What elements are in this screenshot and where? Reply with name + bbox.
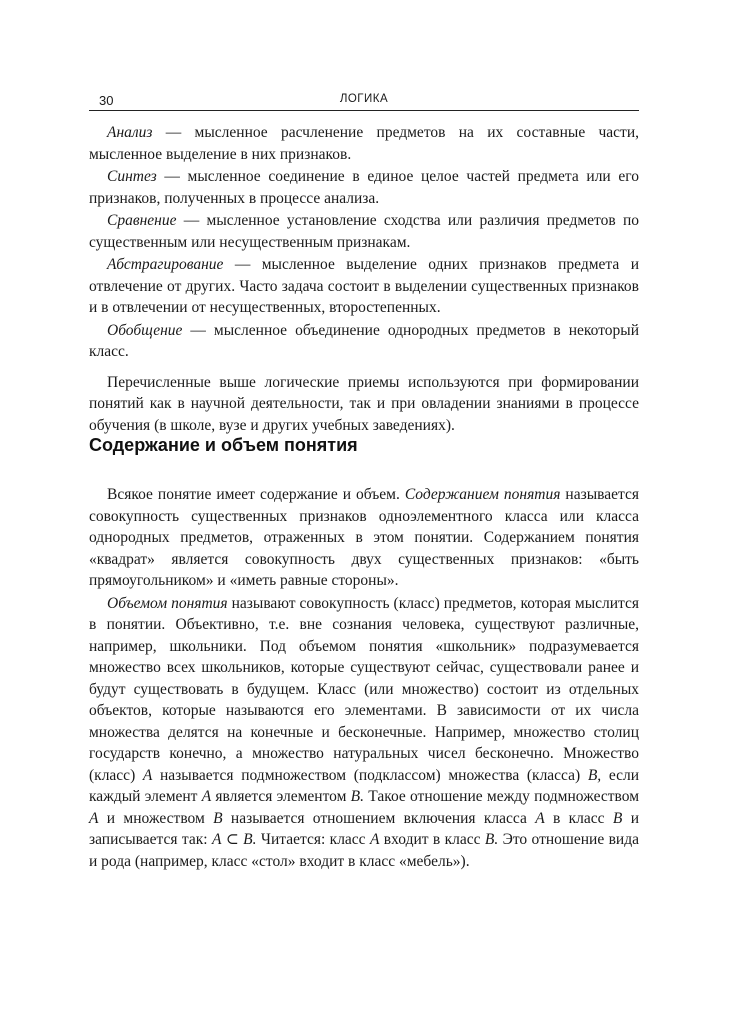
term: Обобщение [107,321,183,339]
text: входит в класс [379,831,485,848]
definition-text: — мысленное установление сходства или различия предметов по существенным или несущественным признакам. [89,212,639,251]
text: называется отношением включения класса [222,809,536,827]
scope-paragraph [89,593,639,873]
term: Сравнение [107,212,177,229]
text: называется подмножеством (подклассом) множества (класса) [152,766,588,784]
var: А [535,809,545,827]
text: называют совокупность (класс) предметов, которая мыслится в понятии. Объективно, т.е. вне сознания человека, существуют различные, например, школьники. Под объемом понятия «школьник» подразумевается множество всех школьников, которые существуют сейчас, существовали ранее и будут существовать в будущем. Класс (или множество) состоит из отдельных объектов, которые называются его элементами. В зависимости от их числа множества делятся на конечные и бесконечные. Например, множество столиц государств конечно, а множество натуральных чисел бесконечно. Множество (класс) [89,594,639,784]
definitions-block [89,122,639,436]
var: В. [350,788,364,805]
term: Содержанием понятия [404,486,561,503]
page-number: 30 [99,93,114,108]
definition-analysis [89,122,639,165]
text: Такое отношение между подмножеством [364,788,640,805]
definition-abstraction [89,254,639,319]
term: Анализ [107,124,153,141]
var: В, [587,766,602,784]
text: Это отношение вида и рода (например, класс «стол» входит в класс «мебель»). [89,831,639,870]
definition-generalization [89,320,639,363]
definition-text: — мысленное выделение одних признаков предмета и отвлечение от других. Часто задача состоит в выделении существенных признаков и в отвлечении от несущественных, второстепенных. [89,256,639,316]
definition-text: — мысленное расчленение предметов на их составные части, мысленное выделение в них признаков. [89,124,639,163]
text: Всякое понятие имеет содержание и объем. [107,486,405,503]
definition-comparison [89,210,639,253]
text: является элементом [211,788,351,805]
var: В [213,809,223,827]
summary-paragraph: Перечисленные выше логические приемы используются при формировании понятий как в научной деятельности, так и при овладении знаниями в процессе обучения (в школе, вузе и других учебных заведениях). [89,373,639,434]
text: называется совокупность существенных признаков одноэлементного класса или класса однородных предметов, отраженных в этом понятии. Содержанием понятия «квадрат» является совокупность двух существенных признаков: «быть прямоугольником» и «иметь равные стороны». [89,486,639,589]
text: и множеством [98,809,214,827]
term: Синтез [107,168,157,185]
text: и записывается так: [89,809,639,848]
page-header [89,92,639,112]
definition-text: — мысленное соединение в единое целое частей предмета или его признаков, полученных в процессе анализа. [89,168,639,207]
var: А [369,831,380,848]
content-paragraph [89,484,639,592]
formula: А ⊂ В. [211,831,257,848]
running-title: ЛОГИКА [339,93,389,105]
text: если каждый элемент [89,766,639,805]
var: А [89,809,99,827]
section-body [89,484,639,872]
term: Объемом понятия [107,594,228,612]
text: в класс [544,809,613,827]
section-heading: Содержание и объем понятия [89,435,358,455]
var: А [201,788,212,805]
definition-synthesis [89,166,639,209]
term: Абстрагирование [107,256,224,273]
var: В [612,809,623,827]
definition-text: — мысленное объединение однородных предметов в некоторый класс. [89,321,639,360]
var: В. [484,831,499,848]
var: А [142,766,153,784]
text: Читается: класс [256,831,370,848]
header-rule [89,110,639,111]
